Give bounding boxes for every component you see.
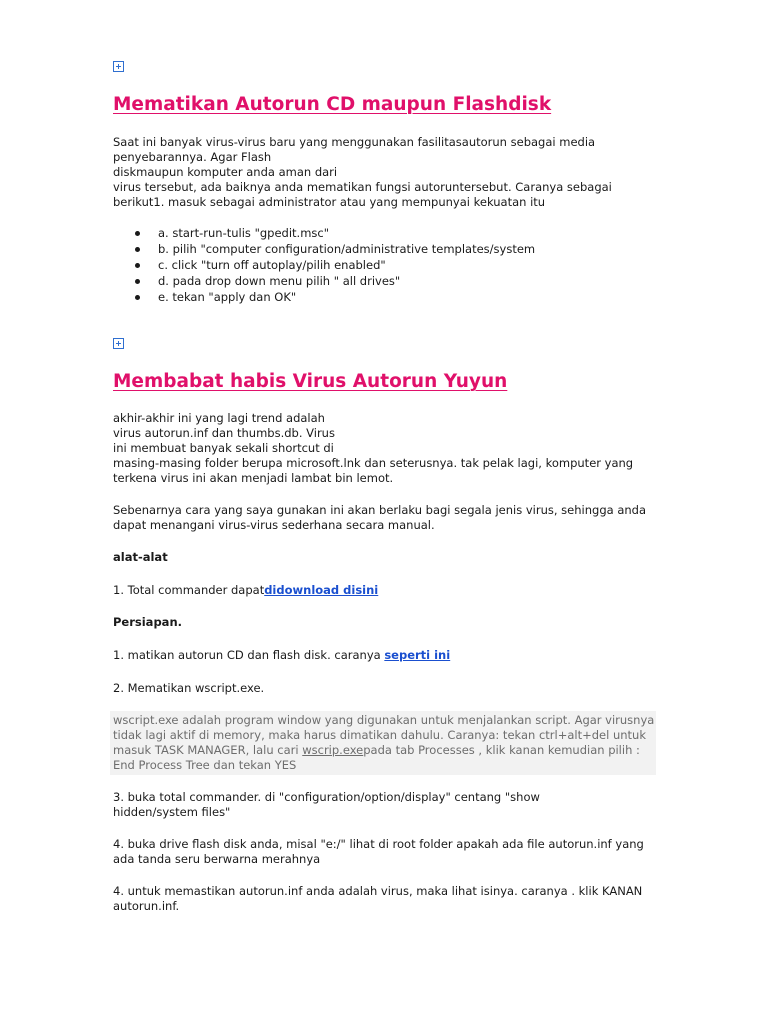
code-note-box: [110, 711, 656, 775]
text-line: virus tersebut, ada baiknya anda mematikan fungsi autoruntersebut. Caranya sebagai: [113, 180, 612, 194]
tool-text: 1. Total commander dapat: [113, 583, 265, 597]
list-item: e. tekan "apply dan OK": [113, 289, 613, 305]
text-line: penyebarannya. Agar Flash: [113, 150, 272, 164]
tool-item: [113, 583, 658, 598]
text-line: End Process Tree dan tekan YES: [113, 758, 297, 772]
download-link[interactable]: didownload disini: [264, 583, 379, 597]
text-line: Sebenarnya cara yang saya gunakan ini akan berlaku bagi segala jenis virus, sehingga anda: [113, 503, 647, 517]
steps-list: [113, 225, 613, 305]
prep-text: 1. matikan autorun CD dan flash disk. caranya: [113, 648, 385, 662]
text-line: wscript.exe adalah program window yang digunakan untuk menjalankan script. Agar virusnya: [113, 713, 655, 727]
text-line: autorun.inf.: [113, 899, 180, 913]
text-span: masuk TASK MANAGER, lalu cari: [113, 743, 303, 757]
text-line: 4. untuk memastikan autorun.inf anda adalah virus, maka lihat isinya. caranya . klik KANAN: [113, 884, 643, 898]
text-line: virus autorun.inf dan thumbs.db. Virus: [113, 426, 335, 440]
wscript-link[interactable]: wscrip.exe: [302, 743, 364, 757]
text-line: masing-masing folder berupa microsoft.lnk dan seterusnya. tak pelak lagi, komputer yang: [113, 456, 634, 470]
text-line: dapat menangani virus-virus sederhana secara manual.: [113, 518, 435, 532]
list-item: c. click "turn off autoplay/pilih enabled": [113, 257, 613, 273]
step-paragraph: [113, 884, 658, 914]
step-paragraph: [113, 790, 658, 820]
text-line: ada tanda seru berwarna merahnya: [113, 852, 321, 866]
list-item: d. pada drop down menu pilih " all drives": [113, 273, 613, 289]
section-title[interactable]: Membabat habis Virus Autorun Yuyun: [113, 371, 508, 392]
text-line: diskmaupun komputer anda aman dari: [113, 165, 338, 179]
section-title[interactable]: Mematikan Autorun CD maupun Flashdisk: [113, 94, 552, 115]
text-line: Saat ini banyak virus-virus baru yang menggunakan fasilitasautorun sebagai media: [113, 135, 596, 149]
expand-icon[interactable]: [113, 338, 124, 349]
paragraph: [113, 503, 658, 533]
seperti-ini-link[interactable]: seperti ini: [384, 648, 451, 662]
text-span: pada tab Processes , klik kanan kemudian pilih :: [363, 743, 640, 757]
text-line: tidak lagi aktif di memory, maka harus dimatikan dahulu. Caranya: tekan ctrl+alt+del untuk: [113, 728, 647, 742]
step-paragraph: [113, 837, 658, 867]
text-line: ini membuat banyak sekali shortcut di: [113, 441, 334, 455]
text-line: akhir-akhir ini yang lagi trend adalah: [113, 411, 325, 425]
expand-icon[interactable]: [113, 61, 124, 72]
tools-heading: alat-alat: [113, 550, 168, 564]
prep-item: 2. Mematikan wscript.exe.: [113, 681, 265, 695]
text-line: terkena virus ini akan menjadi lambat bin lemot.: [113, 471, 394, 485]
intro-paragraph: [113, 135, 658, 210]
text-line: 4. buka drive flash disk anda, misal "e:/" lihat di root folder apakah ada file autorun.inf yang: [113, 837, 644, 851]
text-line: hidden/system files": [113, 805, 231, 819]
list-item: b. pilih "computer configuration/administrative templates/system: [113, 241, 613, 257]
prep-heading: Persiapan.: [113, 615, 182, 629]
list-item: a. start-run-tulis "gpedit.msc": [113, 225, 613, 241]
text-line: berikut1. masuk sebagai administrator atau yang mempunyai kekuatan itu: [113, 195, 546, 209]
intro-paragraph: [113, 411, 658, 486]
prep-item: [113, 648, 658, 663]
text-line: 3. buka total commander. di "configuration/option/display" centang "show: [113, 790, 540, 804]
